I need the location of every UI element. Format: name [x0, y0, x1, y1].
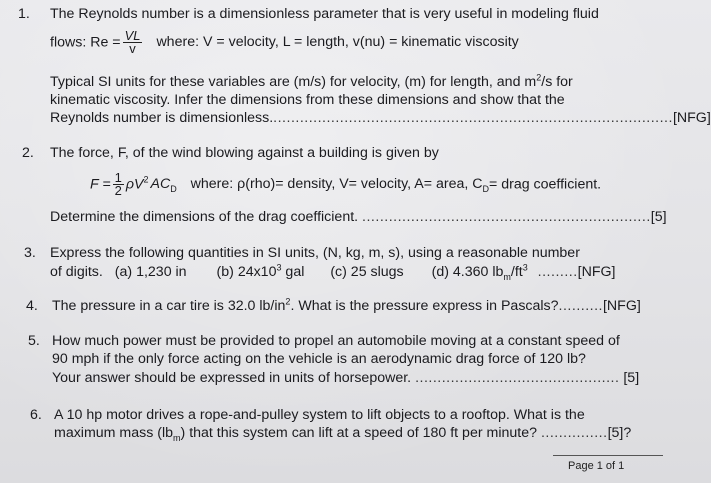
q2-where-subscript: D: [482, 184, 489, 195]
q4-line1: [52, 298, 641, 315]
q3-part-d-text: (d) 4.360 lb: [431, 264, 504, 280]
page-number: Page 1 of 1: [568, 460, 625, 472]
q3-part-b-text: (b) 24x10: [216, 264, 277, 280]
q1-line5-text: Reynolds number is dimensionless.: [50, 110, 274, 126]
footer-divider: [553, 455, 663, 456]
q1-line3-text: Typical SI units for these variables are (m/s) for velocity, (m) for length, and m: [50, 74, 537, 90]
q3-part-c: (c) 25 slugs: [330, 264, 404, 280]
q6-dots: ...............: [540, 425, 608, 441]
q6-line2-start: maximum mass (lb: [54, 425, 174, 441]
q3-dots: .........: [537, 264, 578, 280]
q1-flows-label: flows: Re =: [50, 34, 121, 51]
q2-line3: [50, 209, 667, 226]
q1-frac-denominator: v: [129, 41, 136, 56]
q1-formula-line: [50, 30, 519, 55]
q6-line2: [54, 425, 631, 442]
q2-ac: AC: [150, 176, 171, 193]
q3-line2-start: of digits.: [50, 264, 103, 280]
q1-dots: ..........................................................................................: [273, 110, 673, 126]
q5-tag: [5]: [623, 370, 640, 386]
q5-line3: [52, 370, 639, 387]
q1-exponent: 2: [536, 72, 542, 83]
q1-line3-end: /s for: [541, 74, 573, 90]
q3-part-d-exp: 3: [522, 262, 528, 273]
q4-number: 4.: [26, 298, 38, 314]
q6-subscript-m: m: [173, 432, 181, 443]
q2-fraction: [113, 172, 124, 197]
q1-number: 1.: [18, 6, 30, 22]
q5-dots: ..............................................: [415, 370, 620, 386]
q2-tag: [5]: [650, 209, 667, 225]
q5-number: 5.: [28, 333, 40, 349]
q1-line1: The Reynolds number is a dimensionless parameter that is very useful in modeling fluid: [50, 6, 599, 22]
q2-line1: The force, F, of the wind blowing against a building is given by: [50, 145, 439, 161]
q1-tag: [NFG]: [672, 110, 711, 126]
q6-tag: [5]?: [607, 425, 632, 441]
q2-subscript-d: D: [170, 184, 177, 195]
q3-line1: Express the following quantities in SI units, (N, kg, m, s), using a reasonable number: [50, 245, 580, 261]
q4-exponent: 2: [285, 296, 291, 307]
q3-number: 3.: [24, 245, 36, 261]
q2-where-end: = drag coefficient.: [488, 176, 602, 193]
q5-line3-text: Your answer should be expressed in units of horsepower.: [52, 370, 412, 386]
q4-text: The pressure in a car tire is 32.0 lb/in: [52, 298, 286, 314]
q1-frac-numerator: VL: [124, 28, 141, 43]
q2-rho-v: ρV: [125, 176, 144, 193]
q2-frac-denominator: 2: [114, 183, 122, 198]
q2-line3-text: Determine the dimensions of the drag coefficient.: [50, 209, 359, 225]
q2-frac-numerator: 1: [114, 170, 122, 185]
q2-formula-left: F =: [90, 176, 111, 193]
q3-tag: [NFG]: [577, 264, 616, 280]
q3-part-a: (a) 1,230 in: [114, 264, 187, 280]
q6-line2-end: ) that this system can lift at a speed of 180 ft per minute?: [180, 425, 537, 441]
q1-fraction: [123, 30, 143, 55]
q3-part-d: [432, 264, 528, 280]
q2-dots: .................................................................: [362, 209, 651, 225]
q3-part-b-exp: 3: [276, 262, 282, 273]
q6-line1: A 10 hp motor drives a rope-and-pulley system to lift objects to a rooftop. What is the: [54, 407, 585, 423]
q4-text-end: . What is the pressure express in Pascals?: [290, 298, 559, 314]
q3-part-d-mid: /ft: [510, 264, 523, 280]
q4-tag: [NFG]: [602, 298, 641, 314]
q1-line5: [50, 110, 711, 127]
q2-formula-line: [90, 172, 601, 197]
q3-part-b: [217, 264, 305, 280]
q2-where: where: ρ(rho)= density, V= velocity, A= area, C: [190, 176, 483, 193]
q5-line2: 90 mph if the only force acting on the vehicle is an aerodynamic drag force of 120 lb?: [52, 351, 586, 367]
q3-part-b-end: gal: [281, 264, 305, 280]
q6-number: 6.: [30, 407, 42, 423]
q1-line3: [50, 74, 573, 91]
q3-part-d-sub: m: [503, 271, 511, 282]
q5-line1: How much power must be provided to propel an automobile moving at a constant speed of: [52, 333, 620, 349]
q4-dots: ..........: [558, 298, 603, 314]
q2-exponent: 2: [143, 174, 149, 185]
q1-where: where: V = velocity, L = length, v(nu) = kinematic viscosity: [156, 34, 519, 51]
q2-number: 2.: [22, 145, 34, 161]
q3-line2: [50, 264, 616, 281]
q1-line4: kinematic viscosity. Infer the dimensions from these dimensions and show that the: [50, 92, 565, 108]
